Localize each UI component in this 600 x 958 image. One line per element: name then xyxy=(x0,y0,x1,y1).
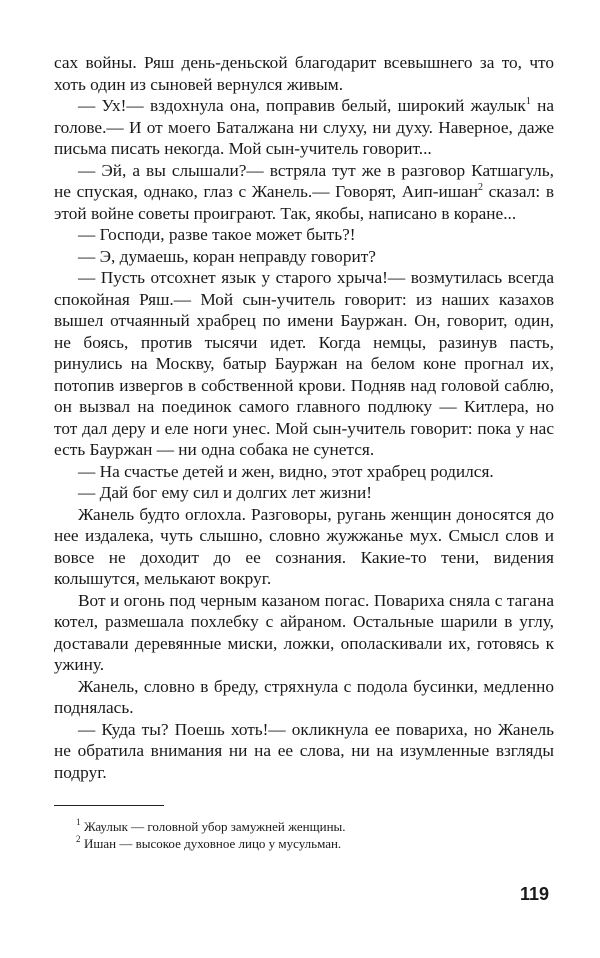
footnote-text: Жаулык — головной убор замужней женщины. xyxy=(84,819,346,834)
paragraph: — Ух!— вздохнула она, поправив белый, широкий жаулык$^1$ на голове.— И от моего Баталжана ни слуху, ни духу. Наверное, даже письма писать некогда. Мой сын-учитель говорит... xyxy=(54,96,554,158)
paragraph: Жанель, словно в бреду, стряхнула с подола бусинки, медленно поднялась. xyxy=(54,676,554,717)
footnote-mark: 1 xyxy=(76,817,81,827)
paragraph-continued: сах войны. Ряш день-деньской благодарит всевышнего за то, что хоть один из сыновей вернулся живым. xyxy=(54,53,554,94)
paragraph: — Э, думаешь, коран неправду говорит? xyxy=(78,246,376,266)
footnote-mark: 2 xyxy=(76,834,81,844)
page-number: 119 xyxy=(520,884,550,904)
paragraph: — Куда ты? Поешь хоть!— окликнула ее повариха, но Жанель не обратила внимания ни на ее слова, ни на изумленные взгляды подруг. xyxy=(54,719,554,782)
footnote-text: Ишан — высокое духовное лицо у мусульман. xyxy=(84,836,342,851)
book-page xyxy=(54,52,554,852)
footnote-reference: 2 xyxy=(477,182,483,194)
paragraph: Жанель будто оглохла. Разговоры, ругань женщин доносятся до нее издалека, чуть слышно, словно жужжанье мух. Смысл слов и вовсе не доходит до ее сознания. Какие-то тени, видения колышутся, мелькают вокруг. xyxy=(54,504,554,588)
paragraph: — Дай бог ему сил и долгих лет жизни! xyxy=(78,483,373,502)
paragraph: — Господи, разве такое может быть?! xyxy=(78,225,356,244)
paragraph: — На счастье детей и жен, видно, этот храбрец родился. xyxy=(78,461,494,481)
paragraph: Вот и огонь под черным казаном погас. Повариха сняла с тагана котел, размешала похлебку с айраном. Остальные шарили в углу, доставали деревянные миски, ложки, ополаскивали их, готовясь к ужину. xyxy=(54,590,554,674)
footnote-reference: 1 xyxy=(525,96,531,108)
footnote xyxy=(54,818,554,835)
footnotes xyxy=(54,818,554,852)
paragraph: — Пусть отсохнет язык у старого хрыча!— возмутилась всегда спокойная Ряш.— Мой сын-учитель говорит: из наших казахов вышел отчаянный храбрец по имени Бауржан. Он, говорит, один, не боясь, против тысячи идет. Когда немцы, разинув пасть, ринулись на Москву, батыр Бауржан на белом коне прогнал их, потопив извергов в собственной крови. Подняв над головой саблю, он вызвал на поединок самого главного подлюку — Китлера, но тот дал деру и еле ноги унес. Мой сын-учитель говорит: пока у нас есть Бауржан — ни одна собака не сунется. xyxy=(54,268,554,459)
footnote xyxy=(54,835,554,852)
paragraph: — Эй, а вы слышали?— встряла тут же в разговор Катшагуль, не спуская, однако, глаз с Жанель.— Говорят, Аип-ишан$^2$ сказал: в этой войне советы проиграют. Так, якобы, написано в коране... xyxy=(54,160,554,223)
footnote-divider xyxy=(54,805,164,806)
body-text xyxy=(54,52,554,783)
